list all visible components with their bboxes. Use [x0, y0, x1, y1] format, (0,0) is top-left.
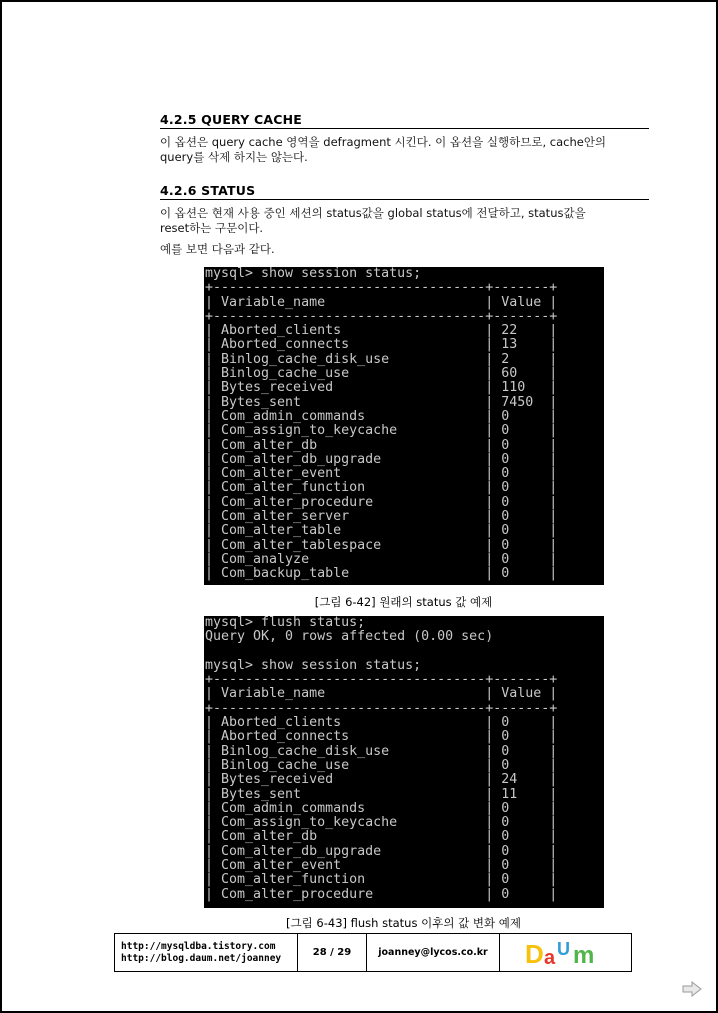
terminal-line: | Binlog_cache_use | 0 | — [205, 757, 558, 773]
terminal-line: | Binlog_cache_use | 60 | — [205, 366, 558, 382]
terminal-screenshot-2 — [204, 616, 604, 908]
terminal-line: | Com_admin_commands | 0 | — [205, 408, 558, 424]
footer-urls — [115, 934, 298, 971]
paragraph-line: 이 옵션은 query cache 영역을 defragment 시킨다. 이 옵션을 실행하므로, cache안의 — [160, 135, 607, 149]
terminal-line: | Com_alter_function | 0 | — [205, 872, 558, 888]
terminal-line: | Com_alter_procedure | 0 | — [205, 494, 558, 510]
terminal-line: | Com_alter_db_upgrade | 0 | — [205, 451, 558, 467]
page-number: 28 / 29 — [298, 934, 367, 971]
terminal-line: | Com_analyze | 0 | — [205, 551, 558, 567]
daum-logo — [500, 934, 631, 971]
terminal-line: | Com_alter_db_upgrade | 0 | — [205, 843, 558, 859]
terminal-line: +----------------------------------+-------+ — [205, 308, 558, 324]
paragraph-line: query를 삭제 하지는 않는다. — [160, 150, 308, 164]
terminal-line: | Bytes_sent | 7450 | — [205, 394, 558, 410]
terminal-line: | Aborted_connects | 13 | — [205, 337, 558, 353]
terminal-line: mysql> show session status; — [205, 267, 422, 281]
daum-logo-icon — [523, 940, 609, 966]
terminal-line: | Com_alter_server | 0 | — [205, 509, 558, 525]
terminal-line: Query OK, 0 rows affected (0.00 sec) — [205, 629, 494, 645]
paragraph-line: reset하는 구문이다. — [160, 221, 264, 235]
terminal-line: | Com_admin_commands | 0 | — [205, 800, 558, 816]
example-intro: 예를 보면 다음과 같다. — [160, 242, 275, 256]
terminal-line: | Com_alter_table | 0 | — [205, 523, 558, 539]
svg-text:D: D — [524, 939, 544, 966]
terminal-screenshot-1 — [204, 267, 604, 585]
next-arrow-icon[interactable] — [682, 981, 702, 997]
footer-url-link[interactable]: http://mysqldba.tistory.com — [121, 940, 276, 952]
terminal-line: | Binlog_cache_disk_use | 2 | — [205, 351, 558, 367]
svg-text:m: m — [572, 941, 594, 966]
svg-text:a: a — [543, 946, 555, 966]
terminal-line: | Com_alter_tablespace | 0 | — [205, 537, 558, 553]
terminal-line: mysql> show session status; — [205, 657, 422, 673]
terminal-line: | Com_alter_event | 0 | — [205, 858, 558, 874]
terminal-line: | Variable_name | Value | — [205, 294, 558, 310]
terminal-line: | Binlog_cache_disk_use | 0 | — [205, 743, 558, 759]
terminal-line: | Aborted_clients | 0 | — [205, 715, 558, 731]
terminal-line: | Com_backup_table | 0 | — [205, 566, 558, 582]
page-footer — [114, 933, 632, 972]
terminal-line: mysql> flush status; — [205, 616, 366, 630]
terminal-line: | Com_alter_event | 0 | — [205, 466, 558, 482]
terminal-line: | Com_assign_to_keycache | 0 | — [205, 423, 558, 439]
figure-caption: [그림 6-43] flush status 이후의 값 변화 예제 — [286, 916, 521, 930]
footer-url-link[interactable]: http://blog.daum.net/joanney — [121, 952, 282, 964]
terminal-line: +----------------------------------+-------+ — [205, 280, 558, 296]
terminal-line: | Bytes_received | 24 | — [205, 772, 558, 788]
terminal-line: | Aborted_clients | 22 | — [205, 323, 558, 339]
terminal-line: | Com_alter_db | 0 | — [205, 437, 558, 453]
terminal-line: | Com_assign_to_keycache | 0 | — [205, 815, 558, 831]
figure-caption: [그림 6-42] 원래의 status 값 예제 — [314, 595, 493, 609]
terminal-line: | Bytes_sent | 11 | — [205, 786, 558, 802]
svg-text:U: U — [556, 939, 570, 959]
footer-email[interactable]: joanney@lycos.co.kr — [367, 934, 500, 971]
terminal-line: +----------------------------------+-------+ — [205, 672, 558, 688]
terminal-line: | Variable_name | Value | — [205, 686, 558, 702]
terminal-line: | Com_alter_function | 0 | — [205, 480, 558, 496]
terminal-line: | Bytes_received | 110 | — [205, 380, 558, 396]
terminal-line — [205, 645, 604, 659]
terminal-line: | Com_alter_procedure | 0 | — [205, 886, 558, 902]
terminal-line: +----------------------------------+-------+ — [205, 700, 558, 716]
terminal-line: | Aborted_connects | 0 | — [205, 729, 558, 745]
section-heading: 4.2.6 STATUS — [160, 183, 649, 200]
section-query-cache — [160, 112, 649, 165]
section-status — [160, 183, 649, 257]
terminal-line: | Com_alter_db | 0 | — [205, 829, 558, 845]
paragraph-line: 이 옵션은 현재 사용 중인 세션의 status값을 global status에 전달하고, status값을 — [160, 206, 586, 220]
section-heading: 4.2.5 QUERY CACHE — [160, 112, 649, 129]
